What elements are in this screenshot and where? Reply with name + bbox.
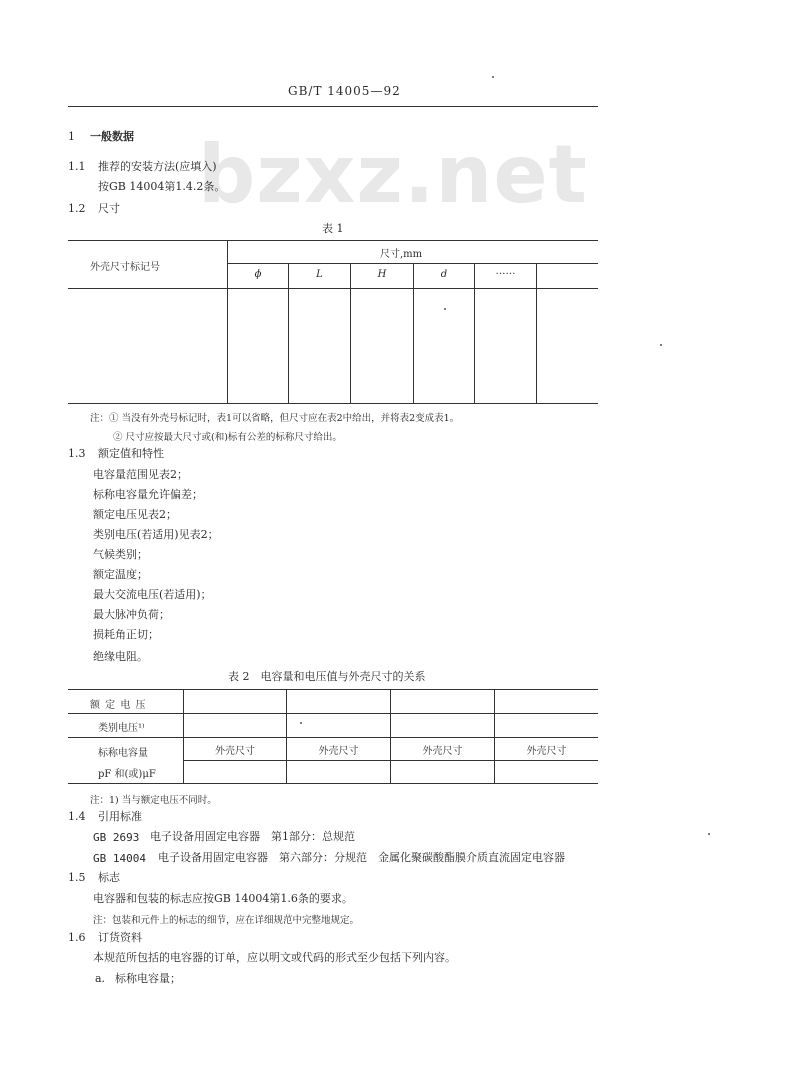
table-2-rule bbox=[68, 689, 598, 690]
watermark: bzxz.net bbox=[198, 128, 588, 221]
table-2-rule bbox=[68, 737, 598, 738]
rating-item: 额定电压见表2； bbox=[93, 508, 177, 521]
section-1-6-title: 订货资料 bbox=[98, 931, 142, 944]
table-1-divider bbox=[350, 263, 351, 403]
table-1-col-header: …… bbox=[495, 266, 516, 277]
rating-item: 标称电容量允许偏差； bbox=[93, 488, 203, 501]
reference-title: 电子设备用固定电容器 第六部分：分规范 金属化聚碳酸酯膜介质直流固定电容器 bbox=[158, 851, 565, 864]
order-item-a-label: a. bbox=[95, 972, 106, 985]
section-1-5-note: 注：包装和元件上的标志的细节，应在详细规范中完整地规定。 bbox=[93, 915, 360, 926]
table-2-category-voltage-label: 类别电压¹⁾ bbox=[98, 723, 145, 734]
rating-item: 额定温度； bbox=[93, 568, 148, 581]
reference-code: GB 2693 bbox=[93, 831, 140, 844]
scan-speck bbox=[708, 833, 710, 835]
table-2-divider bbox=[390, 689, 391, 783]
rating-item: 最大交流电压(若适用)； bbox=[93, 588, 212, 601]
table-1-col-header: d bbox=[440, 269, 448, 280]
table-1-note-2: ② 尺寸应按最大尺寸或(和)标有公差的标称尺寸给出。 bbox=[113, 432, 342, 443]
reference-code: GB 14004 bbox=[93, 852, 146, 865]
section-1-5-body: 电容器和包装的标志应按GB 14004第1.6条的要求。 bbox=[93, 892, 353, 905]
table-1-group-header: 尺寸,mm bbox=[380, 249, 423, 260]
section-1-5-title: 标志 bbox=[98, 871, 120, 884]
rating-item: 损耗角正切； bbox=[93, 628, 159, 641]
section-1-1-body: 按GB 14004第1.4.2条。 bbox=[98, 180, 226, 193]
order-item-a-text: 标称电容量； bbox=[115, 972, 181, 985]
table-2-col-header: 外壳尺寸 bbox=[422, 746, 463, 757]
table-2-rule bbox=[68, 713, 598, 714]
standard-code-header: GB/T 14005—92 bbox=[288, 84, 401, 98]
scan-speck bbox=[492, 76, 494, 78]
table-2-capacitance-unit: pF 和(或)μF bbox=[98, 769, 156, 780]
scan-speck bbox=[444, 308, 446, 310]
reference-title: 电子设备用固定电容器 第1部分：总规范 bbox=[150, 830, 355, 843]
table-2-rated-voltage-label: 额 定 电 压 bbox=[90, 700, 147, 711]
rating-item: 绝缘电阻。 bbox=[93, 650, 148, 663]
table-1-divider bbox=[413, 263, 414, 403]
table-2-note: 注：1) 当与额定电压不同时。 bbox=[90, 795, 217, 806]
section-1-6-number: 1.6 bbox=[68, 931, 86, 944]
table-1-col-header: L bbox=[316, 269, 323, 280]
table-1-bottom-rule bbox=[68, 403, 598, 404]
table-2-rule bbox=[68, 783, 598, 784]
table-1-divider bbox=[474, 263, 475, 403]
table-2-caption: 表 2 电容量和电压值与外壳尺寸的关系 bbox=[228, 670, 426, 683]
section-1-4-number: 1.4 bbox=[68, 810, 86, 823]
table-1-col-header: ϕ bbox=[254, 269, 262, 280]
table-1-col-header: H bbox=[377, 269, 387, 280]
scan-speck bbox=[660, 344, 662, 346]
section-1-title: 一般数据 bbox=[90, 130, 134, 143]
table-1-note-1: 注：① 当没有外壳号标记时，表1可以省略，但尺寸应在表2中给出，并将表2变成表1。 bbox=[90, 413, 460, 424]
table-2-col-header: 外壳尺寸 bbox=[215, 746, 255, 757]
rating-item: 类别电压(若适用)见表2； bbox=[93, 528, 219, 541]
header-rule bbox=[68, 106, 598, 107]
table-1-top-rule bbox=[68, 240, 598, 241]
table-2-capacitance-label: 标称电容量 bbox=[98, 748, 148, 759]
table-1-divider bbox=[288, 263, 289, 403]
rating-item: 电容量范围见表2； bbox=[93, 468, 188, 481]
table-1-divider bbox=[536, 263, 537, 403]
rating-item: 气候类别； bbox=[93, 548, 148, 561]
section-1-2-number: 1.2 bbox=[68, 202, 86, 215]
section-1-1-title: 推荐的安装方法(应填入) bbox=[98, 160, 217, 173]
table-1-row-header: 外壳尺寸标记号 bbox=[90, 262, 160, 273]
rating-item: 最大脉冲负荷； bbox=[93, 608, 170, 621]
section-1-4-title: 引用标准 bbox=[98, 810, 142, 823]
section-1-5-number: 1.5 bbox=[68, 871, 86, 884]
section-1-3-number: 1.3 bbox=[68, 447, 86, 460]
table-2-divider bbox=[183, 689, 184, 783]
table-2-col-header: 外壳尺寸 bbox=[318, 746, 359, 757]
section-1-3-title: 额定值和特性 bbox=[98, 447, 164, 460]
table-2-divider bbox=[286, 689, 287, 783]
table-1-divider bbox=[227, 240, 228, 403]
table-1-caption: 表 1 bbox=[322, 222, 344, 235]
section-1-1-number: 1.1 bbox=[68, 160, 86, 173]
section-1-number: 1 bbox=[68, 130, 75, 143]
section-1-6-body: 本规范所包括的电容器的订单，应以明文或代码的形式至少包括下列内容。 bbox=[93, 951, 456, 964]
section-1-2-title: 尺寸 bbox=[98, 202, 120, 215]
table-2-divider bbox=[494, 689, 495, 783]
table-2-col-header: 外壳尺寸 bbox=[526, 746, 567, 757]
scan-speck bbox=[300, 722, 302, 724]
table-1-header-rule bbox=[68, 288, 598, 289]
